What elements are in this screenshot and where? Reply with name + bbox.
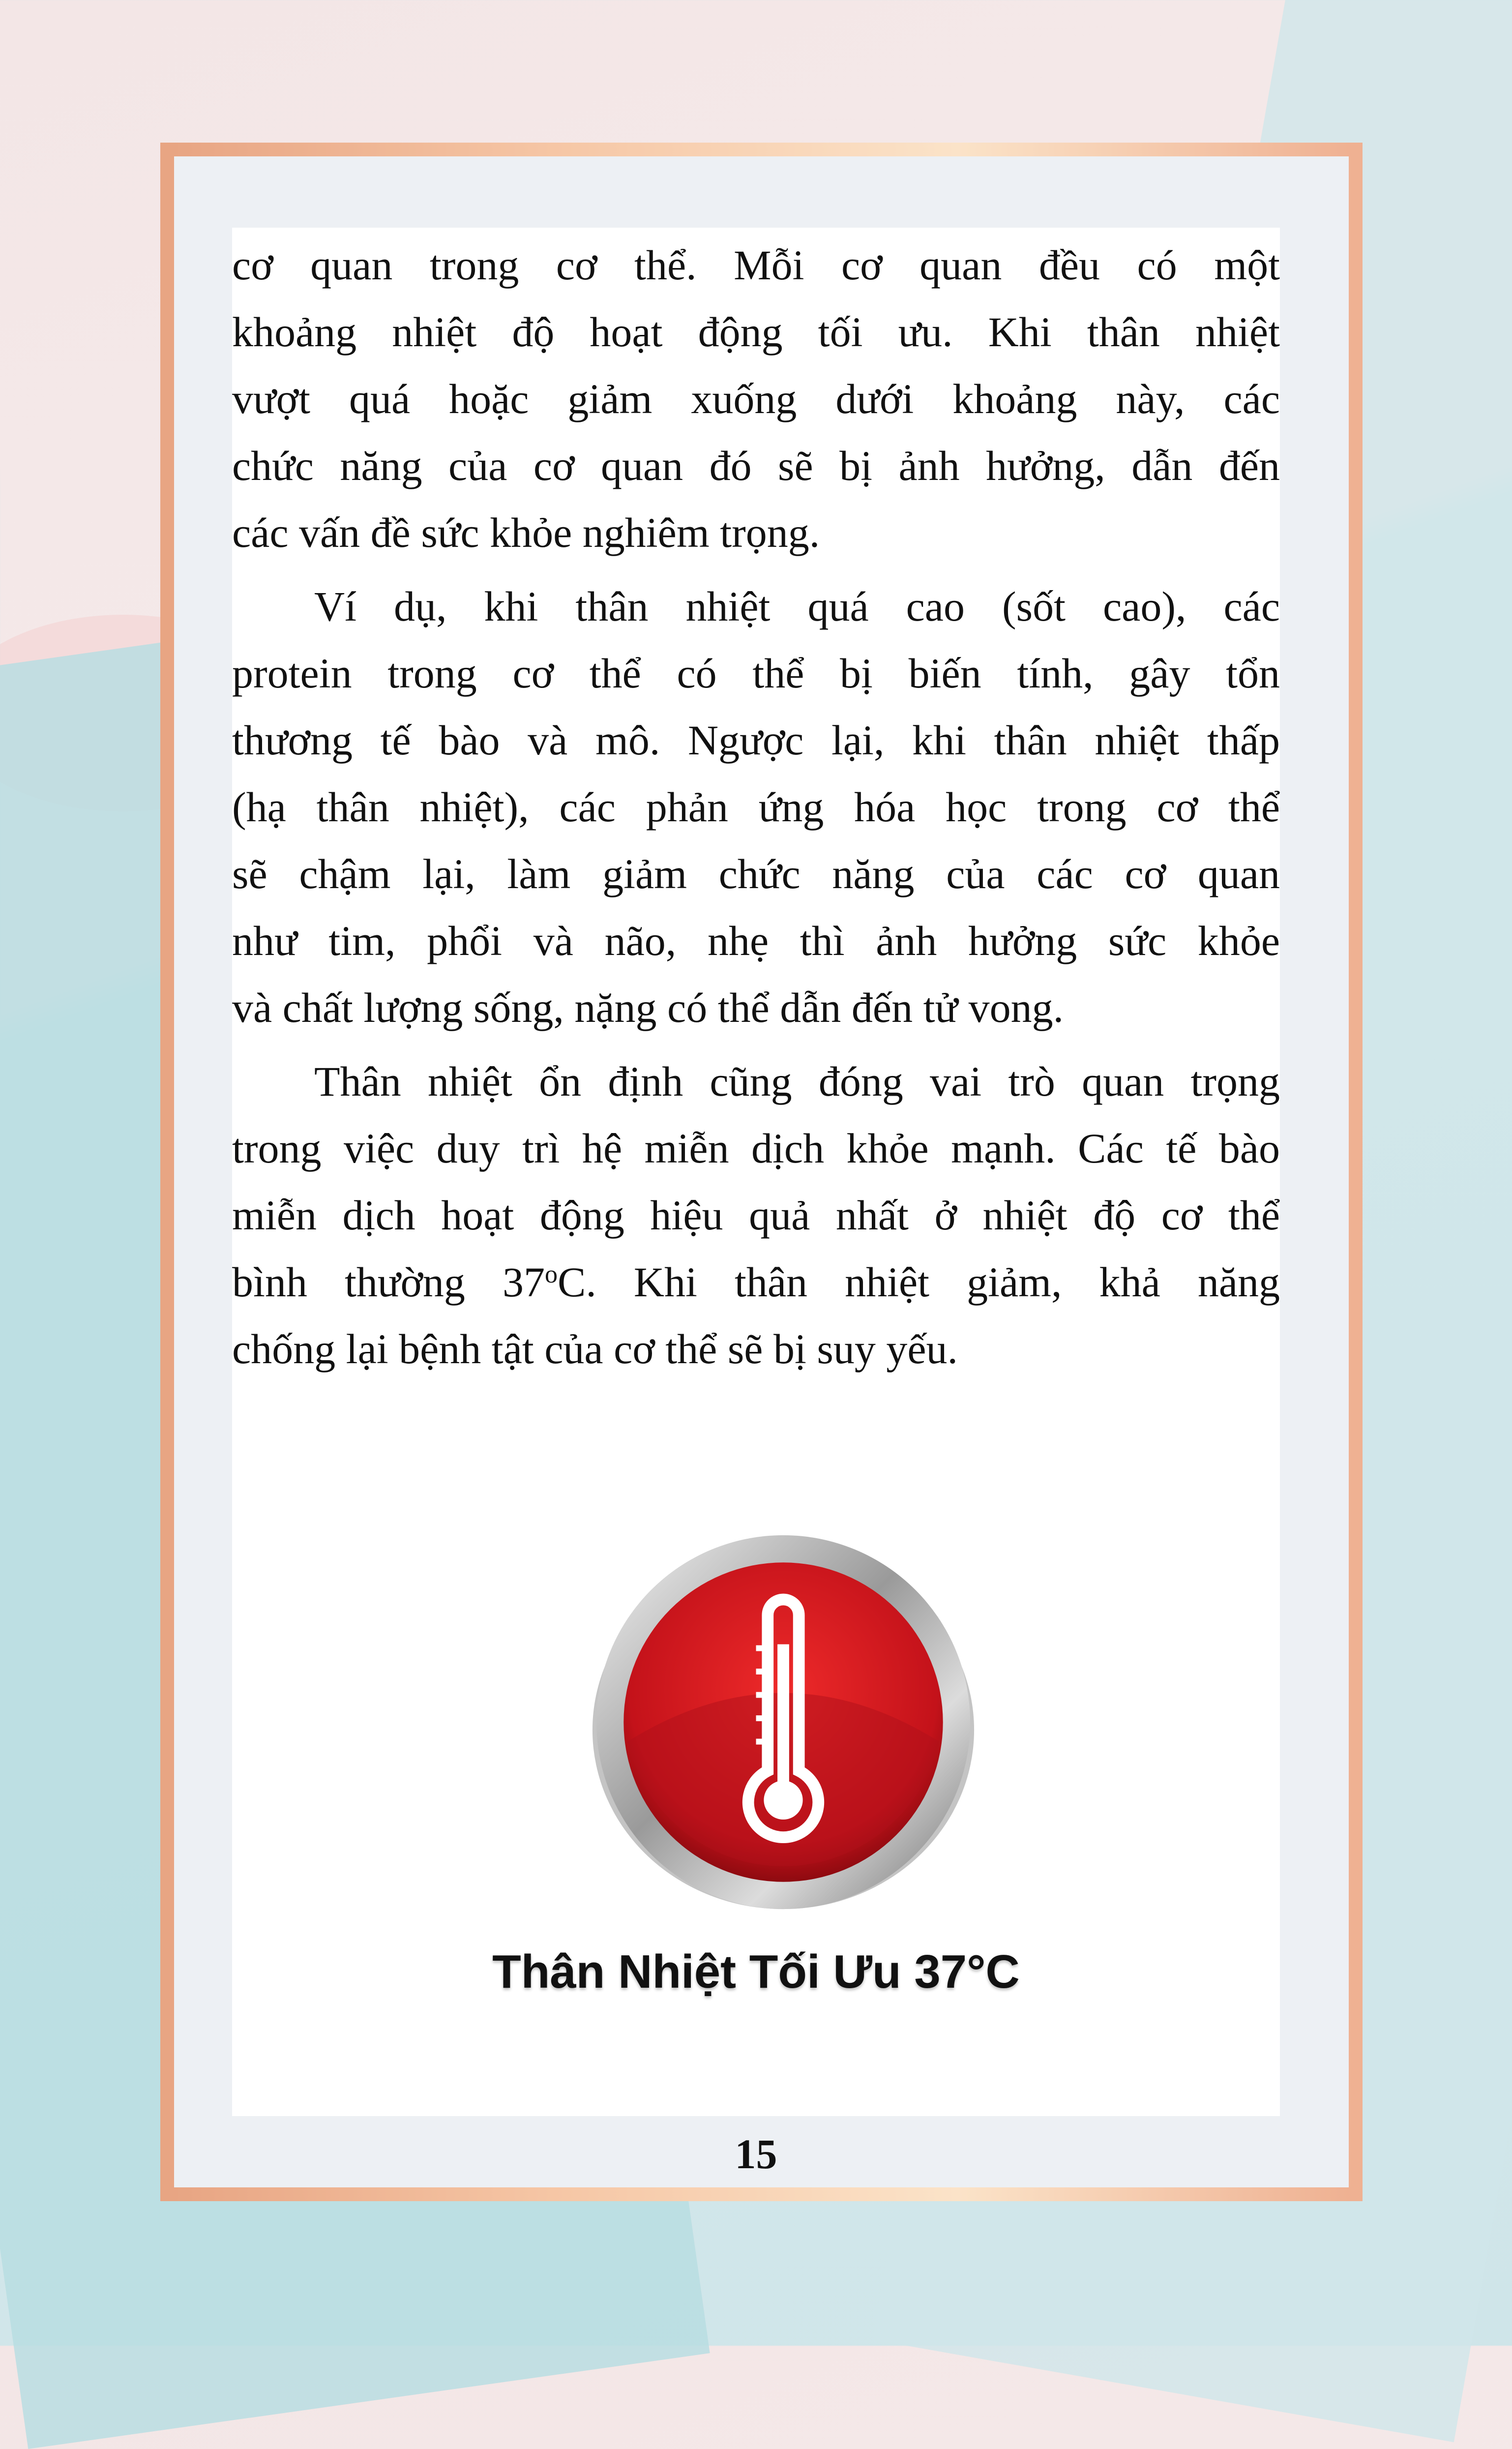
- text-line: và chất lượng sống, nặng có thể dẫn đến tử vong.: [232, 984, 1064, 1031]
- text-line: Thân nhiệt ổn định cũng đóng vai trò quan trọng: [314, 1058, 1280, 1105]
- page-number: 15: [735, 2130, 777, 2178]
- paragraph: [232, 573, 1280, 1041]
- text-segment: bình thường 37: [232, 1258, 545, 1306]
- text-line: chức năng của cơ quan đó sẽ bị ảnh hưởng, dẫn đến: [232, 442, 1280, 489]
- paragraph: [232, 232, 1280, 566]
- text-line: (hạ thân nhiệt), các phản ứng hóa học trong cơ thể: [232, 783, 1280, 831]
- text-line: vượt quá hoặc giảm xuống dưới khoảng này, các: [232, 375, 1280, 422]
- text-line: cơ quan trong cơ thể. Mỗi cơ quan đều có một: [232, 241, 1280, 289]
- body-text: [232, 232, 1280, 1389]
- text-line: các vấn đề sức khỏe nghiêm trọng.: [232, 509, 820, 556]
- paragraph: [232, 1048, 1280, 1382]
- degree-superscript: o: [544, 1260, 558, 1288]
- text-line: protein trong cơ thể có thể bị biến tính, gây tổn: [232, 650, 1280, 697]
- text-line: trong việc duy trì hệ miễn dịch khỏe mạnh. Các tế bào: [232, 1125, 1280, 1172]
- text-line: khoảng nhiệt độ hoạt động tối ưu. Khi thân nhiệt: [232, 308, 1280, 356]
- text-line: miễn dịch hoạt động hiệu quả nhất ở nhiệt độ cơ thể: [232, 1192, 1280, 1239]
- text-line: thương tế bào và mô. Ngược lại, khi thân nhiệt thấp: [232, 717, 1280, 764]
- text-segment: C. Khi thân nhiệt giảm, khả năng: [557, 1258, 1280, 1306]
- text-line: như tim, phổi và não, nhẹ thì ảnh hưởng sức khỏe: [232, 917, 1280, 964]
- figure-caption: Thân Nhiệt Tối Ưu 37°C: [492, 1945, 1020, 1998]
- text-line: [232, 1249, 1280, 1315]
- text-line: sẽ chậm lại, làm giảm chức năng của các cơ quan: [232, 850, 1280, 897]
- text-line: chống lại bệnh tật của cơ thể sẽ bị suy yếu.: [232, 1325, 958, 1373]
- text-line: Ví dụ, khi thân nhiệt quá cao (sốt cao), các: [314, 583, 1280, 630]
- thermometer-icon: [589, 1527, 978, 1917]
